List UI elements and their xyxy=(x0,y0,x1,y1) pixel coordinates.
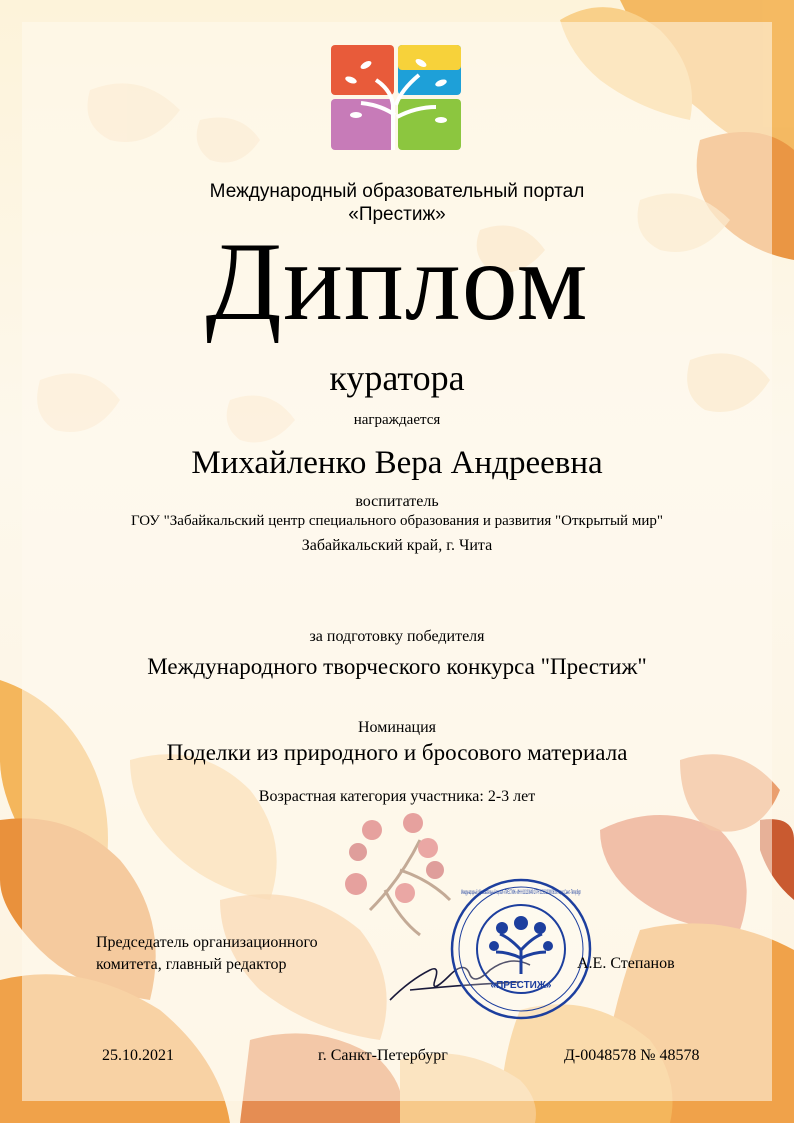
nomination-title: Поделки из природного и бросового материала xyxy=(166,740,628,765)
nomination-label: Номинация xyxy=(357,719,437,736)
awarded-label: награждается xyxy=(353,412,441,428)
age-category: Возрастная категория участника: 2-3 лет xyxy=(258,788,536,805)
portal-name-line1: Международный образовательный портал xyxy=(209,181,585,202)
diploma-number: Д-0048578 № 48578 xyxy=(564,1047,700,1064)
signatory-role-line2: комитета, главный редактор xyxy=(96,956,287,973)
award-reason: за подготовку победителя xyxy=(309,628,485,645)
signatory-role-line1: Председатель организационного xyxy=(96,934,318,951)
recipient-position: воспитатель xyxy=(355,493,439,510)
recipient-organization: ГОУ "Забайкальский центр специального образования и развития "Открытый мир" xyxy=(131,513,663,529)
issue-city: г. Санкт-Петербург xyxy=(318,1047,448,1064)
diploma-title: Диплом xyxy=(205,220,589,344)
recipient-name: Михайленко Вера Андреевна xyxy=(191,445,603,481)
issue-date: 25.10.2021 xyxy=(102,1047,174,1064)
portal-name-line2: «Престиж» xyxy=(348,204,446,225)
organization-stamp xyxy=(450,878,592,1020)
stamp-ring-text xyxy=(461,889,581,896)
signatory-role xyxy=(96,932,318,976)
contest-name: Международного творческого конкурса "Престиж" xyxy=(147,654,647,679)
stamp-center-text: «ПРЕСТИЖ» xyxy=(490,980,552,991)
prestige-tree-logo xyxy=(331,45,461,150)
signatory-name: А.Е. Степанов xyxy=(577,955,675,972)
recipient-region: Забайкальский край, г. Чита xyxy=(301,537,493,554)
diploma-subtitle: куратора xyxy=(329,358,465,398)
